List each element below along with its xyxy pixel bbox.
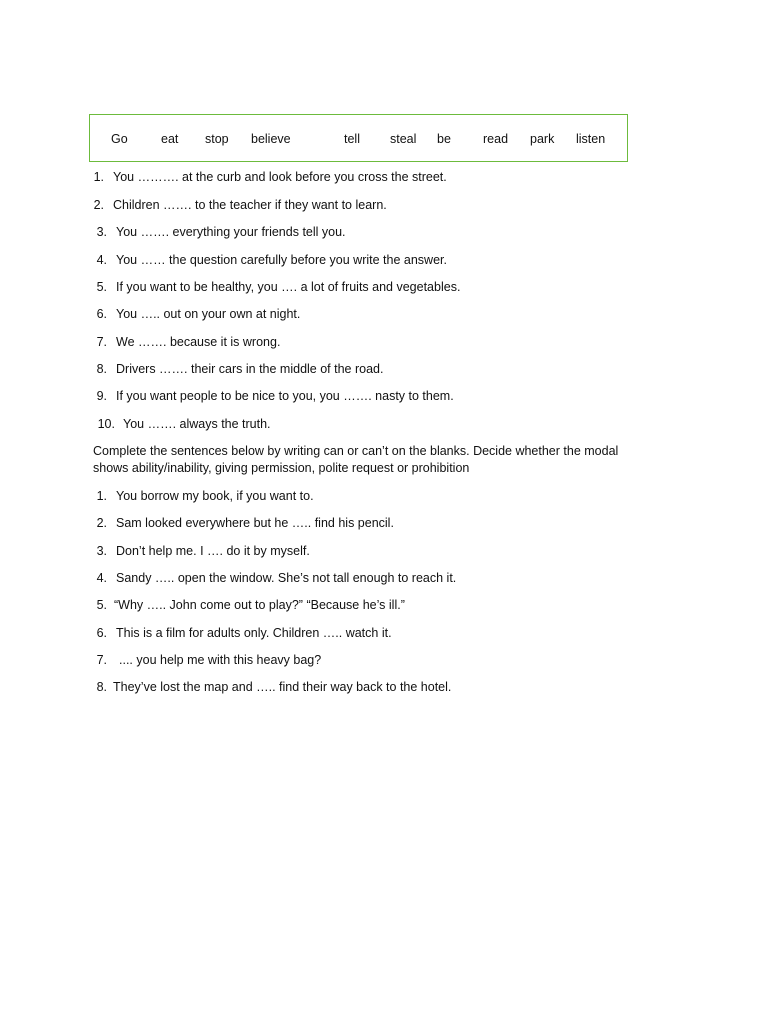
list-number: 10. — [97, 417, 115, 431]
list-number: 5. — [96, 598, 107, 612]
list-item: We ……. because it is wrong. — [116, 335, 281, 349]
word-bank-item: park — [530, 132, 555, 146]
word-bank-box — [89, 114, 628, 162]
word-bank-item: listen — [576, 132, 606, 146]
instructions-paragraph: Complete the sentences below by writing can or can’t on the blanks. Decide whether the modal shows ability/inability, giving permission, polite request or prohibition — [93, 444, 619, 475]
list-number: 6. — [96, 626, 107, 640]
word-bank-item: steal — [390, 132, 417, 146]
list-item: Don’t help me. I …. do it by myself. — [116, 544, 310, 558]
list-item: Sam looked everywhere but he ….. find his pencil. — [116, 516, 394, 530]
list-item: Drivers ……. their cars in the middle of the road. — [116, 362, 384, 376]
word-bank-item: Go — [111, 132, 128, 146]
list-item: You ……. always the truth. — [123, 417, 271, 431]
list-number: 1. — [93, 170, 104, 184]
word-bank-item: stop — [205, 132, 229, 146]
list-number: 5. — [96, 280, 107, 294]
list-number: 8. — [96, 680, 107, 694]
list-number: 7. — [96, 335, 107, 349]
list-number: 2. — [96, 516, 107, 530]
list-item: You borrow my book, if you want to. — [116, 489, 314, 503]
word-bank-item: eat — [161, 132, 179, 146]
list-item: Children ……. to the teacher if they want to learn. — [113, 198, 387, 212]
list-item: You ……. everything your friends tell you. — [116, 225, 346, 239]
list-number: 3. — [96, 225, 107, 239]
list-number: 9. — [96, 389, 107, 403]
list-number: 3. — [96, 544, 107, 558]
list-item: “Why ….. John come out to play?” “Because he’s ill.” — [114, 598, 405, 612]
list-number: 8. — [96, 362, 107, 376]
list-item: .... you help me with this heavy bag? — [119, 653, 322, 667]
list-item: This is a film for adults only. Children ….. watch it. — [116, 626, 392, 640]
list-number: 2. — [93, 198, 104, 212]
list-item: You ………. at the curb and look before you cross the street. — [113, 170, 447, 184]
word-bank-item: tell — [344, 132, 360, 146]
list-item: You …… the question carefully before you write the answer. — [116, 253, 447, 267]
list-number: 1. — [96, 489, 107, 503]
word-bank-item: read — [483, 132, 509, 146]
word-bank-item: be — [437, 132, 451, 146]
list-item: They’ve lost the map and ….. find their way back to the hotel. — [113, 680, 452, 694]
list-number: 4. — [96, 253, 107, 267]
word-bank-item: believe — [251, 132, 291, 146]
list-item: You ….. out on your own at night. — [116, 307, 301, 321]
list-number: 4. — [96, 571, 107, 585]
list-item: If you want people to be nice to you, you ……. nasty to them. — [116, 389, 454, 403]
list-item: Sandy ….. open the window. She’s not tall enough to reach it. — [116, 571, 457, 585]
list-item: If you want to be healthy, you …. a lot of fruits and vegetables. — [116, 280, 461, 294]
list-number: 6. — [96, 307, 107, 321]
list-number: 7. — [96, 653, 107, 667]
